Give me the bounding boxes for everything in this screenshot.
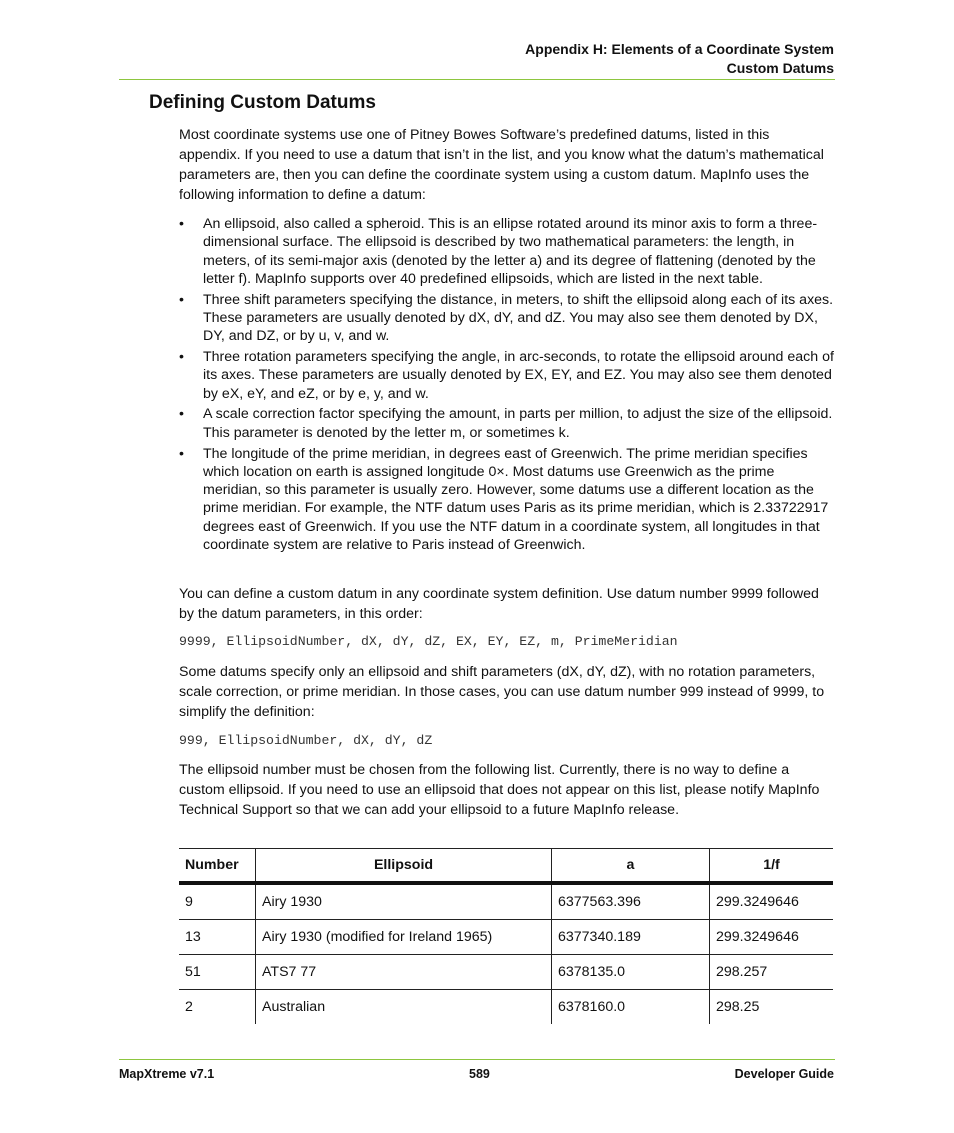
cell-number: 13	[179, 920, 256, 955]
list-item	[179, 445, 835, 555]
cell-ellipsoid: Australian	[256, 990, 552, 1025]
cell-a: 6377563.396	[552, 883, 710, 920]
list-item	[179, 291, 835, 346]
header-section: Custom Datums	[726, 60, 834, 76]
list-item-text: Three shift parameters specifying the distance, in meters, to shift the ellipsoid along each of its axes. These parameters are usually denoted by dX, dY, and dZ. You may also see them denoted by DX, DY, and DZ, or by u, v, and w.	[203, 291, 834, 345]
bullet-icon: •	[179, 445, 184, 462]
code-sample-9999: 9999, EllipsoidNumber, dX, dY, dZ, EX, EY, EZ, m, PrimeMeridian	[179, 634, 678, 649]
bullet-icon: •	[179, 216, 184, 232]
running-header	[525, 40, 834, 78]
cell-number: 51	[179, 955, 256, 990]
footer-guide-title: Developer Guide	[734, 1067, 834, 1081]
list-item	[179, 348, 835, 403]
footer-rule	[119, 1059, 835, 1060]
list-item-text: The longitude of the prime meridian, in degrees east of Greenwich. The prime meridian specifies which location on earth is assigned longitude 0×. Most datums use Greenwich as the prime meridian, so this parameter is usually zero. However, some datums use a different location as the prime meridian. For example, the NTF datum uses Paris as its prime meridian, which is 2.33722917 degrees east of Greenwich. If you use the NTF datum in a coordinate system, all longitudes in that coordinate system are relative to Paris instead of Greenwich.	[203, 445, 829, 554]
cell-ellipsoid: ATS7 77	[256, 955, 552, 990]
cell-ellipsoid: Airy 1930 (modified for Ireland 1965)	[256, 920, 552, 955]
table-header-row	[179, 849, 833, 884]
section-title: Defining Custom Datums	[149, 92, 376, 113]
table-row	[179, 955, 833, 990]
table-row	[179, 920, 833, 955]
cell-inverse-flattening: 298.257	[710, 955, 834, 990]
header-rule	[119, 79, 835, 80]
list-item	[179, 215, 835, 288]
cell-number: 2	[185, 999, 193, 1015]
bullet-icon: •	[179, 349, 184, 366]
cell-a: 6378160.0	[552, 990, 710, 1025]
list-item-text: Three rotation parameters specifying the angle, in arc-seconds, to rotate the ellipsoid around each of its axes. These parameters are usually denoted by EX, EY, and EZ. You may also see them denoted by eX, eY, and eZ, or by e, y, and w.	[203, 349, 834, 402]
ellipsoid-table	[179, 848, 833, 1024]
cell-ellipsoid: Airy 1930	[256, 883, 552, 920]
cell-a: 6378135.0	[552, 955, 710, 990]
list-item	[179, 405, 835, 442]
shift-only-paragraph: Some datums specify only an ellipsoid and shift parameters (dX, dY, dZ), with no rotation parameters, scale correction, or prime meridian. In those cases, you can use datum number 999 instead of 9999, to simplify the definition:	[179, 664, 825, 720]
intro-paragraph: Most coordinate systems use one of Pitney Bowes Software’s predefined datums, listed in this appendix. If you need to use a datum that isn’t in the list, and you know what the datum’s mathematical parameters are, then you can define the coordinate system using a custom datum. MapInfo uses the following information to define a datum:	[179, 127, 824, 203]
column-header-inverse-flattening: 1/f	[710, 849, 834, 884]
ellipsoid-number-paragraph: The ellipsoid number must be chosen from the following list. Currently, there is no way to define a custom ellipsoid. If you need to use an ellipsoid that does not appear on this list, please notify MapInfo Technical Support so that we can add your ellipsoid to a future MapInfo release.	[179, 762, 820, 818]
cell-number: 9	[179, 883, 256, 920]
cell-inverse-flattening: 299.3249646	[710, 883, 834, 920]
column-header-a: a	[552, 849, 710, 884]
table-row	[179, 990, 833, 1025]
cell-inverse-flattening: 298.25	[710, 990, 834, 1025]
custom-datum-paragraph: You can define a custom datum in any coordinate system definition. Use datum number 9999 followed by the datum parameters, in this order:	[179, 586, 819, 622]
cell-a: 6377340.189	[552, 920, 710, 955]
footer-product: MapXtreme v7.1	[119, 1067, 215, 1081]
code-sample-999: 999, EllipsoidNumber, dX, dY, dZ	[179, 733, 433, 748]
cell-inverse-flattening: 299.3249646	[710, 920, 834, 955]
list-item-text: An ellipsoid, also called a spheroid. This is an ellipse rotated around its minor axis to form a three-dimensional surface. The ellipsoid is described by two mathematical parameters: the length, in meters, of its semi-major axis (denoted by the letter a) and its degree of flattening (denoted by the letter f). MapInfo supports over 40 predefined ellipsoids, which are listed in the next table.	[203, 216, 818, 287]
header-chapter: Appendix H: Elements of a Coordinate System	[525, 41, 834, 57]
footer-page-number: 589	[469, 1067, 490, 1081]
column-header-number: Number	[179, 849, 256, 884]
column-header-ellipsoid: Ellipsoid	[256, 849, 552, 884]
datum-parameter-list	[179, 215, 835, 557]
bullet-icon: •	[179, 291, 184, 308]
table-row	[179, 883, 833, 920]
list-item-text: A scale correction factor specifying the amount, in parts per million, to adjust the size of the ellipsoid. This parameter is denoted by the letter m, or sometimes k.	[203, 406, 833, 441]
bullet-icon: •	[179, 406, 184, 423]
